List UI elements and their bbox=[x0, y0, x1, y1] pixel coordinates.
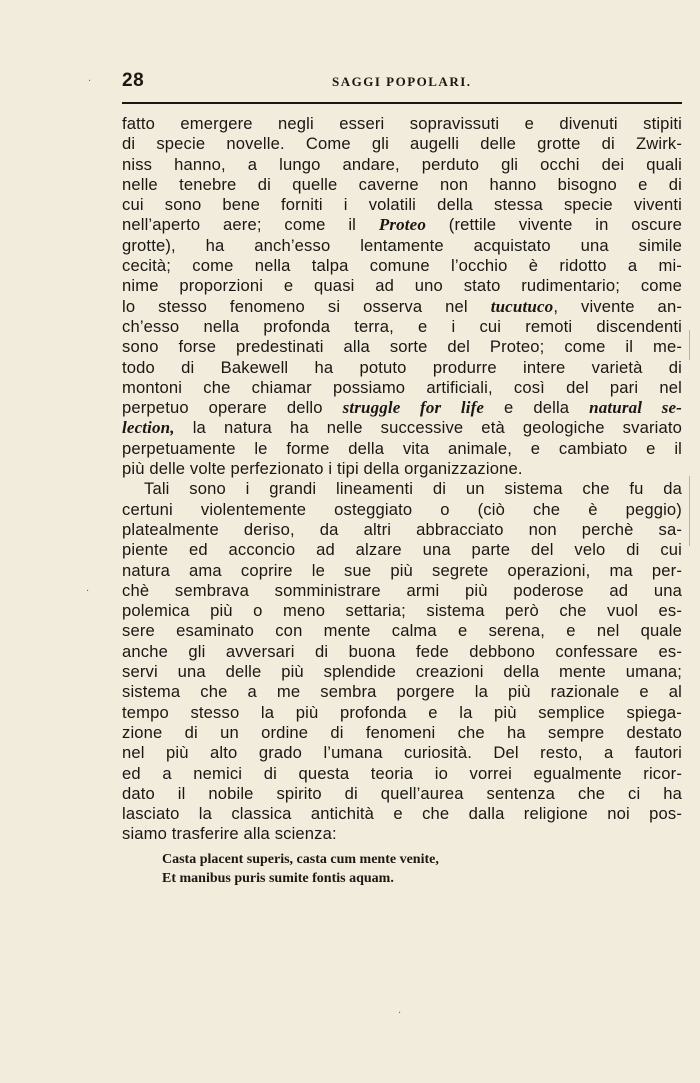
text-line: montoni che chiamar possiamo artificiali, così del pari nel bbox=[122, 377, 682, 397]
text-line bbox=[122, 398, 682, 418]
text-line: anche gli avversari di buona fede debbono confessare es- bbox=[122, 641, 682, 661]
text-line: nime proporzioni e quasi ad uno stato rudimentario; come bbox=[122, 276, 682, 296]
text-line bbox=[122, 297, 682, 317]
text-segment: perpetuo operare dello bbox=[122, 398, 323, 418]
text-line: perpetuamente le forme della vita animale, e cambiato e il bbox=[122, 438, 682, 458]
text-line: zione di un ordine di fenomeni che ha sempre destato bbox=[122, 722, 682, 742]
text-line: ch’esso nella profonda terra, e i cui remoti discendenti bbox=[122, 316, 682, 336]
margin-dot: · bbox=[88, 76, 92, 87]
page-edge-mark bbox=[689, 476, 690, 546]
text-line: più delle volte perfezionato i tipi della organizzazione. bbox=[122, 459, 523, 479]
text-line: natura ama coprire le sue più segrete operazioni, ma per- bbox=[122, 560, 682, 580]
text-line: nelle tenebre di quelle caverne non hanno bisogno e di bbox=[122, 174, 682, 194]
quote-line: Casta placent superis, casta cum mente venite, bbox=[162, 851, 439, 867]
text-line: cui sono bene forniti i volatili della stessa specie viventi bbox=[122, 195, 682, 215]
text-line: niss hanno, a lungo andare, perduto gli occhi dei quali bbox=[122, 154, 682, 174]
text-line: ed a nemici di questa teoria io vorrei egualmente ricor- bbox=[122, 763, 682, 783]
page-edge-mark bbox=[689, 330, 690, 360]
latin-quotation bbox=[122, 850, 682, 888]
running-title: SAGGI POPOLARI. bbox=[332, 74, 472, 89]
text-line: nel più alto grado l’umana curiosità. Del resto, a fautori bbox=[122, 743, 682, 763]
text-line bbox=[122, 215, 682, 235]
text-segment: e della bbox=[504, 398, 570, 418]
text-line: sono forse predestinati alla sorte del Proteo; come il me- bbox=[122, 337, 682, 357]
text-line: piente ed acconcio ad alzare una parte del velo di cui bbox=[122, 540, 682, 560]
italic-term: tucutuco bbox=[490, 296, 554, 316]
text-line: certuni violentemente osteggiato o (ciò che è peggio) bbox=[122, 499, 682, 519]
text-line bbox=[122, 418, 682, 438]
text-line: platealmente deriso, da altri abbracciato non perchè sa- bbox=[122, 519, 682, 539]
text-line: di specie novelle. Come gli augelli delle grotte di Zwirk- bbox=[122, 134, 682, 154]
quote-line: Et manibus puris sumite fontis aquam. bbox=[162, 870, 394, 886]
header-rule bbox=[122, 102, 682, 104]
italic-term: Proteo bbox=[378, 215, 426, 235]
text-line: sere esaminato con mente calma e serena, e nel quale bbox=[122, 621, 682, 641]
text-segment: , vivente an- bbox=[553, 296, 682, 316]
text-segment: nell’aperto aere; come il bbox=[122, 215, 357, 235]
text-line: siamo trasferire alla scienza: bbox=[122, 824, 337, 844]
text-line: chè sembrava somministrare armi più poderose ad una bbox=[122, 580, 682, 600]
text-line: cecità; come nella talpa comune l’occhio è ridotto a mi- bbox=[122, 256, 682, 276]
text-line: grotte), ha anch’esso lentamente acquistato una simile bbox=[122, 235, 682, 255]
text-line: polemica più o meno settaria; sistema però che vuol es- bbox=[122, 601, 682, 621]
page-header bbox=[122, 70, 682, 94]
text-line: servi una delle più splendide creazioni della mente umana; bbox=[122, 662, 682, 682]
text-line: lasciato la classica antichità e che dalla religione noi pos- bbox=[122, 804, 682, 824]
body-text bbox=[122, 114, 682, 888]
italic-term: struggle for life bbox=[342, 398, 485, 418]
text-line: dato il nobile spirito di quell’aurea sentenza che ci ha bbox=[122, 783, 682, 803]
text-line: tempo stesso la più profonda e la più semplice spiega- bbox=[122, 702, 682, 722]
text-segment: lo stesso fenomeno si osserva nel bbox=[122, 296, 468, 316]
text-segment: la natura ha nelle successive età geologiche svariato bbox=[192, 418, 682, 438]
margin-dot: · bbox=[86, 586, 90, 597]
italic-term: lection, bbox=[122, 418, 175, 438]
text-line: sistema che a me sembra porgere la più razionale e al bbox=[122, 682, 682, 702]
margin-dot: · bbox=[398, 1008, 402, 1019]
text-segment: (rettile vivente in oscure bbox=[448, 215, 682, 235]
text-line: fatto emergere negli esseri sopravissuti e divenuti stipiti bbox=[122, 114, 682, 133]
text-line: todo di Bakewell ha potuto produrre intere varietà di bbox=[122, 357, 682, 377]
text-line: Tali sono i grandi lineamenti di un sistema che fu da bbox=[144, 479, 682, 499]
italic-term: natural se- bbox=[589, 398, 682, 418]
page-number: 28 bbox=[122, 70, 145, 91]
